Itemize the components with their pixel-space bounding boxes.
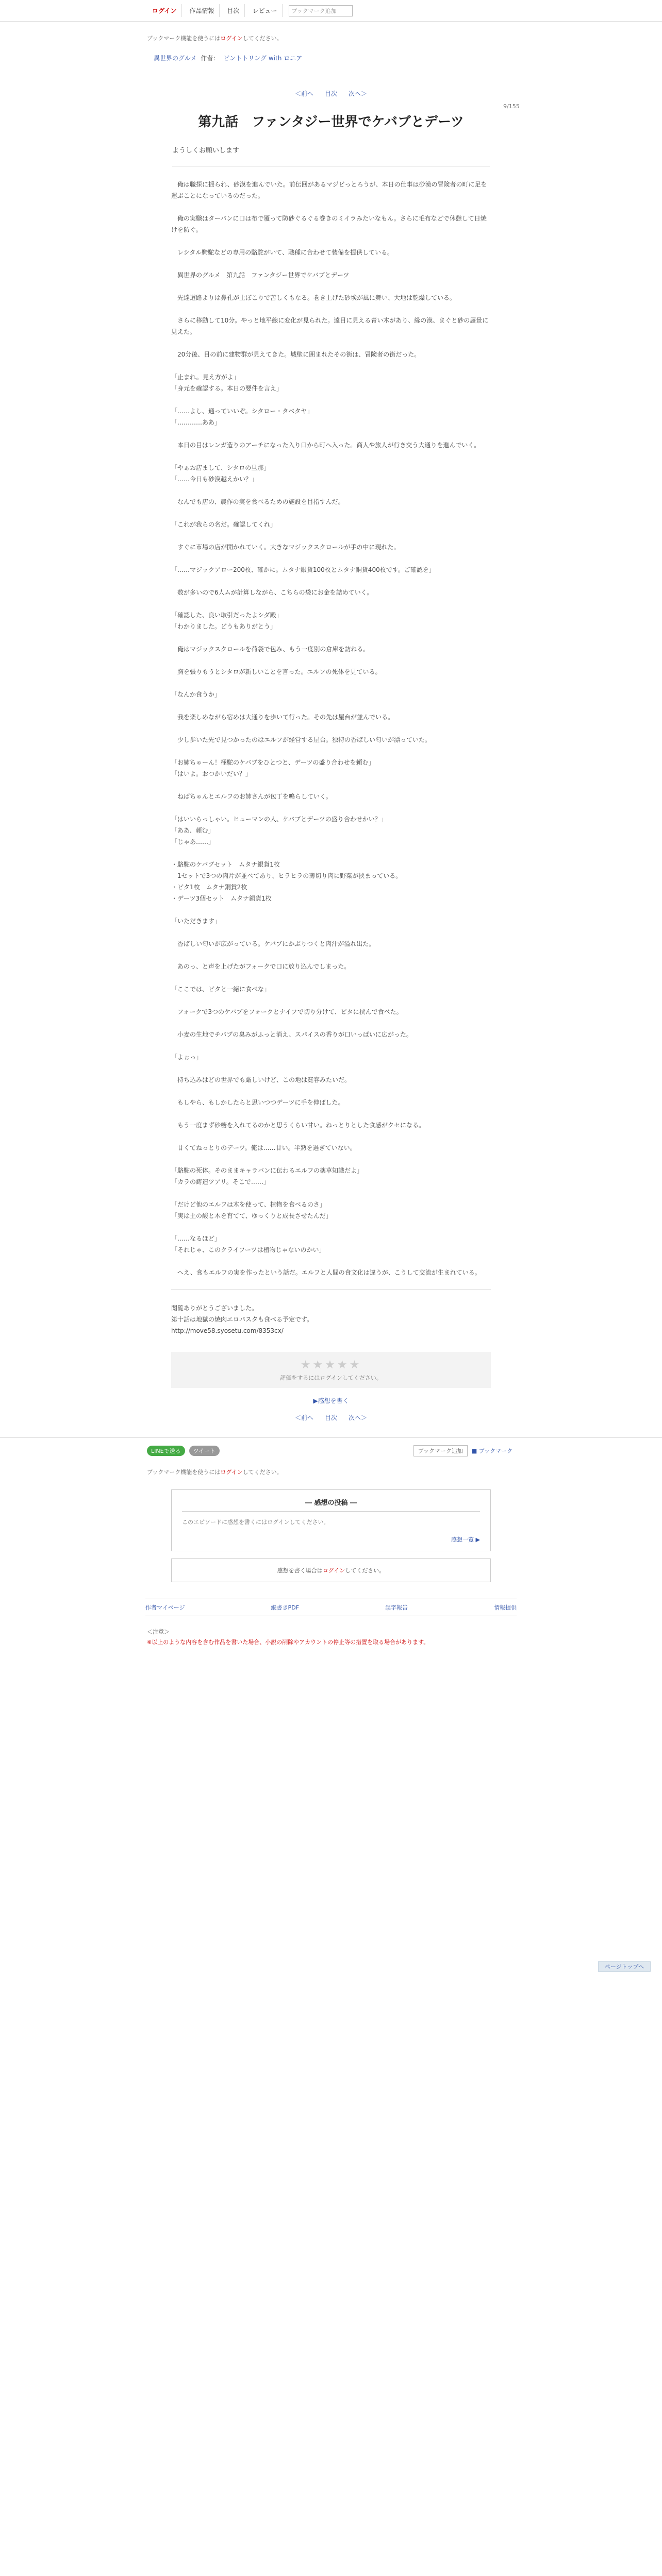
body-paragraph: 香ばしい匂いが広がっている。ケバブにかぶりつくと肉汁が溢れ出た。	[171, 940, 375, 947]
impression-text: このエピソードに感想を書くにはログインしてください。	[182, 1519, 329, 1526]
impression-login-text-post: してください。	[345, 1567, 385, 1574]
caution-notice	[0, 1628, 662, 1646]
body-paragraph: 先達道路よりは鼻孔が土ぼこりで苦しくもなる。巻き上げた砂埃が風に舞い、大地は乾燥している。	[171, 294, 456, 301]
footer-link-typo-report[interactable]: 誤字報告	[385, 1604, 408, 1611]
work-title-link[interactable]: 異世界のグルメ	[154, 55, 197, 62]
body-paragraph: 「やぁお店まして、シタロの旦那」 「……今日も砂漠越えかい？」	[171, 464, 270, 483]
line-share-button[interactable]: LINEで送る	[147, 1446, 185, 1456]
rating-note: 評価をするにはログインしてください。	[280, 1374, 382, 1381]
body-paragraph: 「これが我らの名だ。確認してくれ」	[171, 521, 277, 528]
chapter-pager-bottom	[0, 1413, 662, 1422]
write-impression-link[interactable]: ▶感想を書く	[313, 1397, 349, 1404]
prev-chapter-link[interactable]: ＜前へ	[294, 1414, 313, 1421]
bookmark-link[interactable]: ■ ブックマーク	[471, 1448, 512, 1454]
body-paragraph: あのっ、と声を上げたがフォークで口に放り込んでしまった。	[171, 963, 351, 970]
next-chapter-link[interactable]: 次へ＞	[349, 1414, 368, 1421]
nav-item-review[interactable]: レビュー	[247, 4, 283, 17]
body-paragraph: 俺はマジックスクロールを荷袋で包み、もう一度別の倉庫を訪ねる。	[171, 646, 370, 653]
body-paragraph: 「……マジックアロー200枚、確かに。ムタナ銀貨100枚とムタナ銅貨400枚です。ご確認を」	[171, 566, 435, 573]
bookmark-add-button[interactable]: ブックマーク追加	[413, 1445, 468, 1456]
chapter-body	[171, 179, 491, 1278]
body-paragraph: 小麦の生地でチバブの臭みがふっと消え、スパイスの香りが口いっぱいに広がった。	[171, 1031, 412, 1038]
nav-item-work-info[interactable]: 作品情報	[184, 4, 220, 17]
body-paragraph: 「よぉっ」	[171, 1054, 203, 1061]
impression-list-link[interactable]: 感想一覧 ▶	[451, 1536, 480, 1543]
body-paragraph: ・駱駝のケバブセット ムタナ銀貨1枚 1セットで3つの肉片が並べてあり、ヒラヒラの薄切り肉に野菜が挟まっている。 ・ピタ1枚 ムタナ銅貨2枚 ・デーツ3個セット ムタナ銅貨1枚	[171, 861, 402, 902]
body-paragraph: 我を楽しめながら宿めは大通りを歩いて行った。その先は屋台が並んでいる。	[171, 714, 394, 721]
body-paragraph: 少し歩いた先で見つかったのはエルフが経営する屋台。独特の香ばしい匂いが漂っていた。	[171, 736, 432, 743]
body-paragraph: 俺は職探に揺られ、砂漠を進んでいた。前伝回があるマジビっとろうが、本日の仕事は砂漠の冒険者の町に足を運ぶことになっているのだった。	[171, 181, 487, 199]
body-paragraph: 「……なるほど」 「それじゃ、このクライフーツは植物じゃないのかい」	[171, 1235, 325, 1253]
preface: ようしくお願いします	[172, 145, 490, 166]
body-paragraph: 「……よし、通っていいぞ。シタロー・タベタヤ」 「…………ああ」	[171, 408, 313, 426]
notice-text-post: してください。	[242, 35, 283, 42]
caution-heading: ＜注意＞	[147, 1629, 170, 1635]
afterword-url[interactable]: http://move58.syosetu.com/8353cx/	[171, 1327, 284, 1334]
next-chapter-link[interactable]: 次へ＞	[349, 90, 368, 97]
page-number: 9/155	[503, 103, 520, 110]
body-paragraph: もう一度まず砂糖を入れてるのかと思うくらい甘い。ねっとりとした食感がクセになる。	[171, 1122, 425, 1129]
body-paragraph: 「なんか食うか」	[171, 691, 221, 698]
body-paragraph: 俺の実験はターバンに口は布で覆って防砂ぐるぐる巻きのミイラみたいなもん。さらに毛布などで休憩して日焼けを防ぐ。	[171, 215, 487, 233]
login-notice-bottom	[0, 1468, 662, 1476]
impression-login-link[interactable]: ログイン	[322, 1567, 345, 1574]
body-paragraph: なんでも店の、農作の実を食べるための施設を目指すんだ。	[171, 498, 344, 505]
caution-text: ※以上のような内容を含む作品を書いた場合、小説の削除やアカウントの停止等の措置を取る場合があります。	[147, 1639, 429, 1646]
body-paragraph: 「止まれ。見え方がよ」 「身元を確認する。本日の要件を言え」	[171, 374, 283, 392]
body-paragraph: 「駱駝の死体。そのままキャラバンに伝わるエルフの薬草知識だよ」 「カラの鋳造ツアリ。そこで……」	[171, 1167, 363, 1185]
login-notice	[0, 34, 662, 42]
rating-box	[171, 1352, 491, 1388]
author-link[interactable]: ビントトリング with ロニア	[223, 55, 303, 62]
body-paragraph: 胸を張りもうとシタロが新しいことを言った。エルフの死体を見ている。	[171, 668, 382, 675]
footer-links	[145, 1599, 517, 1616]
afterword	[171, 1290, 491, 1336]
notice-text-post: してください。	[242, 1469, 283, 1476]
afterword-line: 第十話は地獄の焼肉エロパスタも食べる予定です。	[171, 1316, 313, 1323]
footer-link-author-page[interactable]: 作者マイページ	[145, 1604, 185, 1611]
body-paragraph: 「だけど他のエルフは木を使って、植物を食べるのさ」 「実は土の酸と木を育てて、ゆっくりと成長させたんだ」	[171, 1201, 332, 1219]
footer-link-info[interactable]: 情報提供	[494, 1604, 517, 1611]
body-paragraph: 「確認した、良い取引だったよシダ殿」 「わかりました。どうもありがとう」	[171, 612, 283, 630]
afterword-line: 閲覧ありがとうございました。	[171, 1304, 258, 1312]
body-paragraph: 「はいいらっしゃい。ヒューマンの人、ケバブとデーツの盛り合わせかい？」 「ああ、頼む」 「じゃあ……」	[171, 816, 387, 845]
body-paragraph: 異世界のグルメ 第九話 ファンタジー世界でケバブとデーツ	[171, 272, 350, 279]
tweet-button[interactable]: ツイート	[189, 1446, 220, 1456]
toc-link[interactable]: 目次	[324, 1414, 337, 1421]
notice-login-link[interactable]: ログイン	[220, 35, 243, 42]
body-paragraph: 20分後、目の前に建物群が見えてきた。城壁に囲まれたその街は、冒険者の街だった。	[171, 351, 421, 358]
nav-item-toc[interactable]: 目次	[222, 4, 245, 17]
bookmark-add-box[interactable]: ブックマーク追加	[289, 5, 353, 16]
body-paragraph: レシタル騎駝などの専用の駱駝がいて、職種に合わせて装備を提供している。	[171, 249, 393, 256]
body-paragraph: フォークで3つのケバブをフォークとナイフで切り分けて、ピタに挟んで食べた。	[171, 1008, 403, 1015]
body-paragraph: 数が多いので6人ムが計算しながら、こちらの袋にお金を詰めていく。	[171, 589, 373, 596]
notice-text: ブックマーク機能を使うには	[147, 1469, 221, 1476]
body-paragraph: 「いただきます」	[171, 918, 221, 925]
body-paragraph: 「ここでは、ピタと一緒に食べな」	[171, 986, 271, 993]
body-paragraph: 持ち込みはどの世界でも厳しいけど、この地は寛容みたいだ。	[171, 1076, 351, 1083]
impression-login-box	[171, 1558, 491, 1582]
chapter-pager-top	[0, 89, 662, 98]
toc-link[interactable]: 目次	[324, 90, 337, 97]
body-paragraph: 甘くてねっとりのデーツ。俺は……甘い。半熟を過ぎていない。	[171, 1144, 356, 1151]
notice-text: ブックマーク機能を使うには	[147, 35, 221, 42]
top-nav	[0, 0, 662, 22]
impression-heading: ― 感想の投稿 ―	[182, 1497, 480, 1512]
login-link[interactable]: ログイン	[147, 4, 182, 17]
impression-login-text: 感想を書く場合は	[277, 1567, 323, 1574]
prev-chapter-link[interactable]: ＜前へ	[294, 90, 313, 97]
body-paragraph: 「お姉ちゃーん！極駝のケバブをひとつと、デーツの盛り合わせを頼む」 「はいよ。おつかいだい？」	[171, 759, 375, 777]
author-label: 作者：	[201, 55, 220, 62]
chapter-title: 第九話 ファンタジー世界でケバブとデーツ	[198, 114, 464, 130]
page-top-tab[interactable]: ページトップへ	[598, 1961, 651, 1972]
body-paragraph: すぐに市場の店が開かれていく。大きなマジックスクロールが手の中に現れた。	[171, 544, 400, 551]
breadcrumb	[0, 54, 662, 62]
footer-link-pdf[interactable]: 縦書きPDF	[271, 1604, 299, 1611]
body-paragraph: 本日の目はレンガ造りのアーチになった入り口から町へ入った。商人や旅人が行き交う大通りを進んでいく。	[171, 442, 481, 449]
divider	[0, 1437, 662, 1438]
impression-box	[171, 1489, 491, 1551]
notice-login-link[interactable]: ログイン	[220, 1469, 243, 1476]
share-bar	[0, 1445, 662, 1456]
body-paragraph: へえ、食もエルフの実を作ったという話だ。エルフと人間の食文化は違うが、こうして交流が生まれている。	[171, 1269, 481, 1276]
body-paragraph: もしやら、もしかしたらと思いつつデーツに手を伸ばした。	[171, 1099, 344, 1106]
body-paragraph: さらに移動して10分。やっと地平線に変化が見られた。遠目に見える青い木があり、縁の漠、まぐと砂の蜃景に見えた。	[171, 317, 489, 335]
body-paragraph: ねばちゃんとエルフのお姉さんが包丁を鳴らしていく。	[171, 793, 332, 800]
rating-stars[interactable]: ★★★★★	[300, 1358, 362, 1371]
